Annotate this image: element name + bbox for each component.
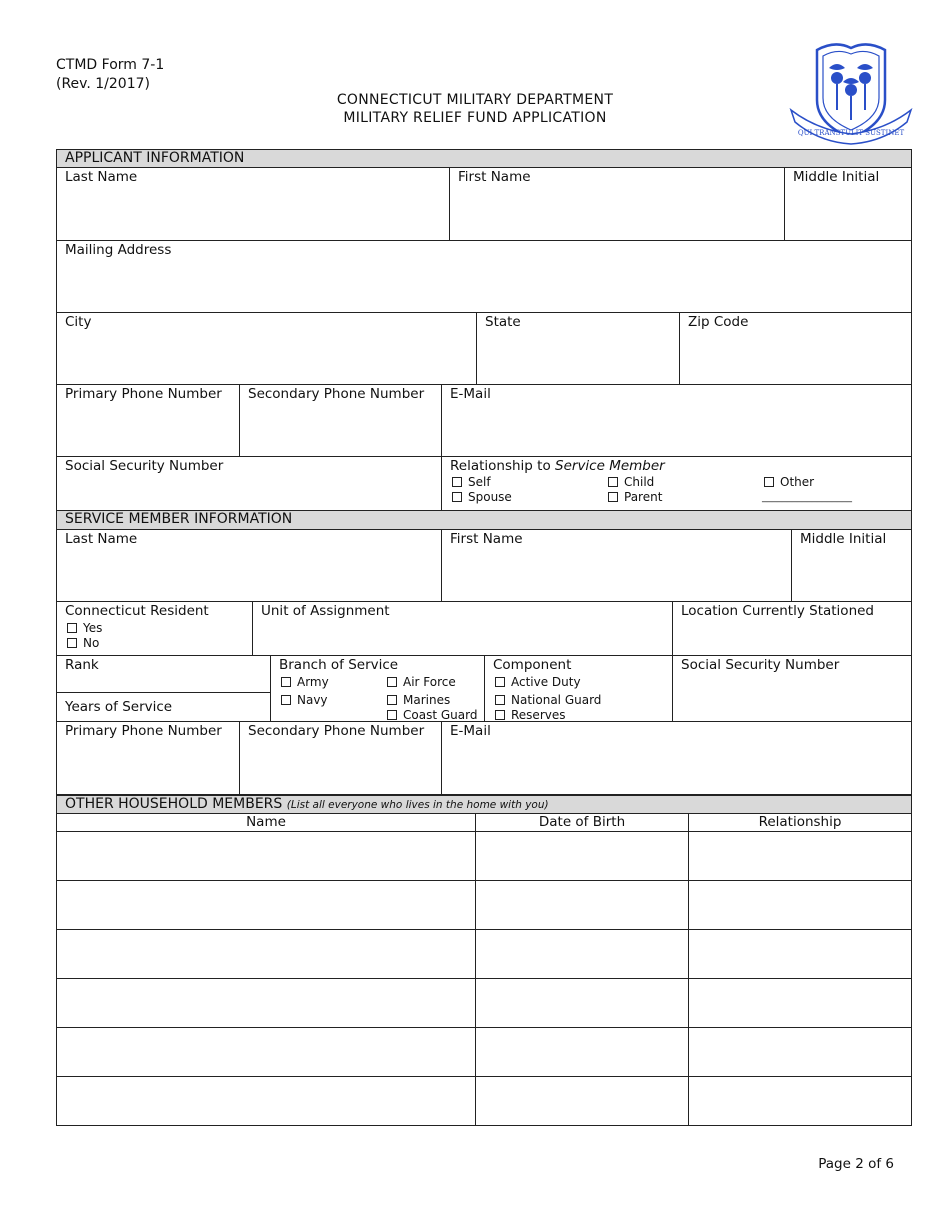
checkbox-icon bbox=[452, 477, 462, 487]
household-relationship-cell[interactable] bbox=[688, 978, 912, 1028]
checkbox-icon bbox=[495, 710, 505, 720]
household-section-title: OTHER HOUSEHOLD MEMBERS bbox=[65, 796, 283, 812]
household-name-cell[interactable] bbox=[56, 831, 476, 881]
applicant-city-field[interactable] bbox=[56, 312, 477, 385]
sm-email-field[interactable] bbox=[441, 721, 912, 795]
applicant-section bbox=[56, 149, 912, 511]
household-dob-cell[interactable] bbox=[475, 831, 689, 881]
applicant-ssn-label: Social Security Number bbox=[65, 458, 224, 474]
sm-first-name-label: First Name bbox=[450, 531, 523, 547]
sm-unit-field[interactable] bbox=[252, 601, 673, 656]
sm-branch-group bbox=[270, 655, 485, 722]
sm-ct-resident-group bbox=[56, 601, 253, 656]
applicant-primary-phone-label: Primary Phone Number bbox=[65, 386, 222, 402]
checkbox-icon bbox=[608, 477, 618, 487]
checkbox-icon bbox=[452, 492, 462, 502]
branch-coast-guard-checkbox[interactable] bbox=[387, 708, 477, 722]
household-dob-cell[interactable] bbox=[475, 929, 689, 979]
rel-other-label: Other bbox=[780, 475, 815, 489]
branch-marines-checkbox[interactable] bbox=[387, 693, 450, 707]
applicant-ssn-field[interactable] bbox=[56, 456, 442, 511]
branch-navy-checkbox[interactable] bbox=[281, 693, 328, 707]
sm-rank-label: Rank bbox=[65, 657, 99, 673]
sm-component-label: Component bbox=[493, 657, 572, 673]
sm-years-label: Years of Service bbox=[65, 699, 173, 715]
rel-self-checkbox[interactable] bbox=[452, 475, 491, 489]
applicant-section-header bbox=[56, 149, 912, 168]
component-reserves-label: Reserves bbox=[511, 708, 566, 722]
household-relationship-cell[interactable] bbox=[688, 929, 912, 979]
rel-child-checkbox[interactable] bbox=[608, 475, 654, 489]
component-reserves-checkbox[interactable] bbox=[495, 708, 566, 722]
title-line-2: MILITARY RELIEF FUND APPLICATION bbox=[343, 110, 607, 126]
checkbox-icon bbox=[495, 677, 505, 687]
checkbox-icon bbox=[495, 695, 505, 705]
sm-middle-initial-field[interactable] bbox=[791, 529, 912, 602]
household-section-note: (List all everyone who lives in the home with you) bbox=[286, 799, 549, 811]
applicant-section-title: APPLICANT INFORMATION bbox=[65, 150, 245, 166]
page-number: Page 2 of 6 bbox=[818, 1156, 894, 1172]
applicant-mailing-address-label: Mailing Address bbox=[65, 242, 172, 258]
checkbox-icon bbox=[67, 623, 77, 633]
household-col-dob: Date of Birth bbox=[475, 813, 689, 832]
applicant-email-field[interactable] bbox=[441, 384, 912, 457]
checkbox-icon bbox=[387, 710, 397, 720]
rel-parent-label: Parent bbox=[624, 490, 663, 504]
state-seal-logo bbox=[787, 38, 915, 148]
sm-primary-phone-label: Primary Phone Number bbox=[65, 723, 222, 739]
household-col-relationship: Relationship bbox=[688, 813, 912, 832]
household-name-cell[interactable] bbox=[56, 1076, 476, 1126]
title-line-1: CONNECTICUT MILITARY DEPARTMENT bbox=[336, 92, 614, 108]
applicant-primary-phone-field[interactable] bbox=[56, 384, 240, 457]
household-dob-cell[interactable] bbox=[475, 978, 689, 1028]
household-dob-cell[interactable] bbox=[475, 1076, 689, 1126]
applicant-zip-label: Zip Code bbox=[688, 314, 749, 330]
checkbox-icon bbox=[387, 695, 397, 705]
branch-marines-label: Marines bbox=[403, 693, 451, 707]
household-col-name: Name bbox=[56, 813, 476, 832]
applicant-last-name-field[interactable] bbox=[56, 167, 450, 241]
applicant-city-label: City bbox=[65, 314, 92, 330]
sm-secondary-phone-field[interactable] bbox=[239, 721, 442, 795]
applicant-secondary-phone-field[interactable] bbox=[239, 384, 442, 457]
service-member-section-title: SERVICE MEMBER INFORMATION bbox=[65, 511, 293, 527]
household-relationship-cell[interactable] bbox=[688, 1027, 912, 1077]
applicant-state-label: State bbox=[485, 314, 521, 330]
rel-self-label: Self bbox=[468, 475, 491, 489]
household-name-cell[interactable] bbox=[56, 880, 476, 930]
resident-yes-label: Yes bbox=[83, 621, 103, 635]
component-national-guard-checkbox[interactable] bbox=[495, 693, 601, 707]
checkbox-icon bbox=[387, 677, 397, 687]
applicant-mailing-address-field[interactable] bbox=[56, 240, 912, 313]
sm-last-name-label: Last Name bbox=[65, 531, 138, 547]
sm-ct-resident-label: Connecticut Resident bbox=[65, 603, 209, 619]
sm-years-field[interactable] bbox=[56, 692, 271, 722]
applicant-secondary-phone-label: Secondary Phone Number bbox=[248, 386, 425, 402]
applicant-first-name-field[interactable] bbox=[449, 167, 785, 241]
household-section-title-group bbox=[65, 796, 549, 814]
household-section bbox=[56, 795, 912, 1126]
form-id bbox=[56, 56, 164, 94]
checkbox-icon bbox=[608, 492, 618, 502]
service-member-section bbox=[56, 510, 912, 796]
sm-ssn-label: Social Security Number bbox=[681, 657, 840, 673]
sm-unit-label: Unit of Assignment bbox=[261, 603, 390, 619]
checkbox-icon bbox=[281, 695, 291, 705]
checkbox-icon bbox=[281, 677, 291, 687]
resident-no-label: No bbox=[83, 636, 100, 650]
branch-air-force-label: Air Force bbox=[403, 675, 456, 689]
sm-secondary-phone-label: Secondary Phone Number bbox=[248, 723, 425, 739]
household-dob-cell[interactable] bbox=[475, 880, 689, 930]
form-number: CTMD Form 7-1 bbox=[56, 57, 165, 73]
applicant-middle-initial-field[interactable] bbox=[784, 167, 912, 241]
sm-email-label: E-Mail bbox=[450, 723, 491, 739]
household-dob-cell[interactable] bbox=[475, 1027, 689, 1077]
rel-spouse-label: Spouse bbox=[468, 490, 512, 504]
component-active-duty-label: Active Duty bbox=[511, 675, 581, 689]
branch-coast-guard-label: Coast Guard bbox=[403, 708, 478, 722]
branch-army-label: Army bbox=[297, 675, 329, 689]
checkbox-icon bbox=[67, 638, 77, 648]
rel-other-line[interactable]: __________________ bbox=[762, 492, 852, 503]
sm-location-field[interactable] bbox=[672, 601, 912, 656]
service-member-section-header bbox=[56, 510, 912, 530]
sm-location-label: Location Currently Stationed bbox=[681, 603, 874, 619]
rel-parent-checkbox[interactable] bbox=[608, 490, 662, 504]
sm-first-name-field[interactable] bbox=[441, 529, 792, 602]
household-name-cell[interactable] bbox=[56, 1027, 476, 1077]
household-name-cell[interactable] bbox=[56, 929, 476, 979]
applicant-relationship-label bbox=[450, 458, 665, 475]
form-revision: (Rev. 1/2017) bbox=[56, 76, 150, 92]
applicant-state-field[interactable] bbox=[476, 312, 680, 385]
component-active-duty-checkbox[interactable] bbox=[495, 675, 581, 689]
applicant-email-label: E-Mail bbox=[450, 386, 491, 402]
sm-branch-label: Branch of Service bbox=[279, 657, 399, 673]
household-section-header bbox=[56, 795, 912, 814]
household-relationship-cell[interactable] bbox=[688, 1076, 912, 1126]
sm-rank-field[interactable] bbox=[56, 655, 271, 693]
applicant-first-name-label: First Name bbox=[458, 169, 531, 185]
rel-child-label: Child bbox=[624, 475, 655, 489]
applicant-zip-field[interactable] bbox=[679, 312, 912, 385]
household-relationship-cell[interactable] bbox=[688, 831, 912, 881]
branch-navy-label: Navy bbox=[297, 693, 328, 707]
branch-army-checkbox[interactable] bbox=[281, 675, 329, 689]
sm-ssn-field[interactable] bbox=[672, 655, 912, 722]
household-name-cell[interactable] bbox=[56, 978, 476, 1028]
sm-last-name-field[interactable] bbox=[56, 529, 442, 602]
relationship-emphasis: Service Member bbox=[555, 458, 665, 474]
branch-air-force-checkbox[interactable] bbox=[387, 675, 456, 689]
seal-motto: QUI TRANSTULIT SUSTINET bbox=[797, 129, 905, 137]
sm-component-group bbox=[484, 655, 673, 722]
rel-other-checkbox[interactable] bbox=[764, 475, 814, 489]
resident-no-checkbox[interactable] bbox=[67, 636, 99, 650]
checkbox-icon bbox=[764, 477, 774, 487]
resident-yes-checkbox[interactable] bbox=[67, 621, 102, 635]
sm-primary-phone-field[interactable] bbox=[56, 721, 240, 795]
sm-middle-initial-label: Middle Initial bbox=[800, 531, 887, 547]
applicant-last-name-label: Last Name bbox=[65, 169, 138, 185]
relationship-prefix: Relationship to bbox=[450, 458, 556, 474]
component-national-guard-label: National Guard bbox=[511, 693, 602, 707]
rel-spouse-checkbox[interactable] bbox=[452, 490, 512, 504]
applicant-middle-initial-label: Middle Initial bbox=[793, 169, 880, 185]
applicant-relationship-group bbox=[441, 456, 912, 511]
household-relationship-cell[interactable] bbox=[688, 880, 912, 930]
